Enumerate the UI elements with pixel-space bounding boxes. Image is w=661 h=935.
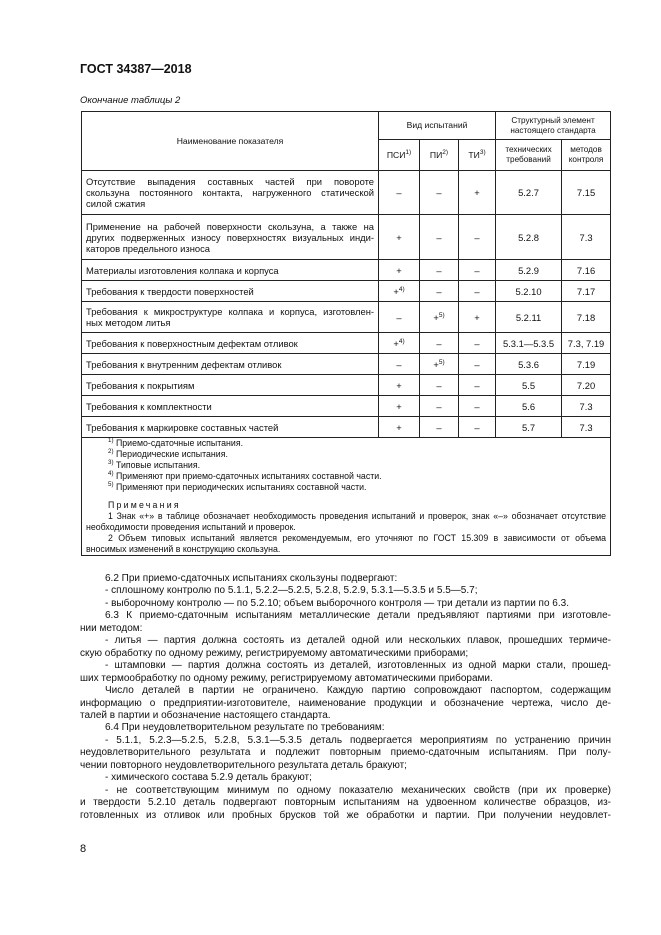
table-row bbox=[82, 417, 611, 438]
body-line: - сплошному контролю по 5.1.1, 5.2.2—5.2.5, 5.2.8, 5.2.9, 5.3.1—5.3.5 и 5.5—5.7; bbox=[105, 585, 478, 597]
header-structural-line2: настоящего стандарта bbox=[510, 125, 596, 135]
footnote: $^{5)}$ Применяют при периодических испытаниях составной части. bbox=[108, 481, 367, 492]
table-row bbox=[82, 396, 611, 417]
cell-methods: 7.3 bbox=[562, 417, 611, 438]
cell-tech: 5.2.9 bbox=[496, 260, 562, 281]
header-test-type: Вид испытаний bbox=[379, 112, 496, 140]
body-line: 6.2 При приемо-сдаточных испытаниях скользуны подвергают: bbox=[105, 573, 398, 584]
cell-methods: 7.15 bbox=[562, 171, 611, 215]
cell-ti: – bbox=[459, 396, 496, 417]
cell-psi: + bbox=[379, 375, 420, 396]
cell-psi: – bbox=[379, 354, 420, 375]
body-line: - химического состава 5.2.9 деталь бракуют; bbox=[105, 772, 312, 784]
body-line: 6.4 При неудовлетворительном результате по требованиям: bbox=[105, 722, 385, 734]
cell-tech: 5.2.8 bbox=[496, 215, 562, 260]
requirements-table bbox=[81, 111, 611, 556]
header-psi: ПСИ$^{1)}$ bbox=[379, 140, 420, 171]
table-row bbox=[82, 215, 611, 260]
header-pi: ПИ$^{2)}$ bbox=[420, 140, 459, 171]
header-structural-line1: Структурный элемент bbox=[511, 115, 595, 125]
indicator-name: Требования к микроструктуре колпака и корпуса, изготовлен- ных методом литья bbox=[82, 302, 379, 333]
indicator-name: Отсутствие выпадения составных частей при повороте скользуна постоянного контакта, нагруженного статической силой сжатия bbox=[82, 171, 379, 215]
header-indicator-name: Наименование показателя bbox=[82, 112, 379, 171]
cell-methods: 7.3 bbox=[562, 396, 611, 417]
cell-pi: – bbox=[420, 260, 459, 281]
cell-pi: – bbox=[420, 171, 459, 215]
cell-tech: 5.2.10 bbox=[496, 281, 562, 302]
cell-methods: 7.3, 7.19 bbox=[562, 333, 611, 354]
table-row bbox=[82, 333, 611, 354]
cell-tech: 5.5 bbox=[496, 375, 562, 396]
table-row bbox=[82, 260, 611, 281]
cell-ti: – bbox=[459, 417, 496, 438]
cell-pi: – bbox=[420, 215, 459, 260]
header-ti: ТИ$^{3)}$ bbox=[459, 140, 496, 171]
header-structural-element bbox=[496, 112, 611, 140]
cell-psi: +$^{4)}$ bbox=[379, 333, 420, 354]
cell-pi: +$^{5)}$ bbox=[420, 302, 459, 333]
cell-tech: 5.3.1—5.3.5 bbox=[496, 333, 562, 354]
cell-ti: – bbox=[459, 260, 496, 281]
cell-psi: + bbox=[379, 417, 420, 438]
cell-tech: 5.2.7 bbox=[496, 171, 562, 215]
notes-title: Примечания bbox=[108, 500, 181, 510]
table-row bbox=[82, 354, 611, 375]
cell-pi: +$^{5)}$ bbox=[420, 354, 459, 375]
indicator-name: Материалы изготовления колпака и корпуса bbox=[82, 260, 379, 281]
cell-pi: – bbox=[420, 375, 459, 396]
footnote: $^{1)}$ Приемо-сдаточные испытания. bbox=[108, 437, 244, 448]
body-line: неудовлетворительного результата и подлежит повторным приемо-сдаточным испытаниям. При полу- bbox=[80, 747, 611, 759]
cell-tech: 5.2.11 bbox=[496, 302, 562, 333]
body-line: - выборочному контролю — по 5.2.10; объем выборочного контроля — три детали из партии по 6.3. bbox=[105, 597, 569, 609]
indicator-name: Применение на рабочей поверхности скользуна, а также на других подверженных износу поверхностях визуальных инди- каторов предельного износа bbox=[82, 215, 379, 260]
footnote: $^{3)}$ Типовые испытания. bbox=[108, 459, 201, 470]
table-row bbox=[82, 171, 611, 215]
cell-ti: – bbox=[459, 354, 496, 375]
cell-ti: – bbox=[459, 375, 496, 396]
body-line: - не соответствующим минимум по одному показателю механических свойств (при их проверке) bbox=[105, 784, 611, 796]
cell-methods: 7.20 bbox=[562, 375, 611, 396]
body-line: талей в партии и обозначение настоящего стандарта. bbox=[80, 709, 331, 721]
cell-psi: + bbox=[379, 260, 420, 281]
cell-ti: + bbox=[459, 302, 496, 333]
body-line: и твердости 5.2.10 деталь подвергают повторным испытаниям на удвоенном количестве образцов, из- bbox=[80, 797, 611, 809]
table-row bbox=[82, 302, 611, 333]
page-number: 8 bbox=[80, 843, 87, 855]
cell-tech: 5.6 bbox=[496, 396, 562, 417]
body-line: нии методом: bbox=[80, 622, 143, 634]
indicator-name: Требования к твердости поверхностей bbox=[82, 281, 379, 302]
indicator-name: Требования к комплектности bbox=[82, 396, 379, 417]
body-line: - литья — партия должна состоять из деталей одной или нескольких плавок, прошедших термиче- bbox=[105, 635, 611, 647]
cell-psi: – bbox=[379, 171, 420, 215]
footnote: $^{2)}$ Периодические испытания. bbox=[108, 448, 228, 459]
cell-methods: 7.19 bbox=[562, 354, 611, 375]
table-row bbox=[82, 375, 611, 396]
document-header: ГОСТ 34387—2018 bbox=[80, 62, 192, 76]
body-text bbox=[80, 573, 611, 822]
body-line: информацию о предприятии-изготовителе, наименование продукции и обозначение чертежа, число де- bbox=[80, 697, 611, 709]
note-2: 2 Объем типовых испытаний является рекомендуемым, его уточняют по ГОСТ 15.309 в зависимости от объема вносимых изменений в конструкцию скользуна. bbox=[86, 533, 607, 554]
cell-tech: 5.7 bbox=[496, 417, 562, 438]
cell-methods: 7.17 bbox=[562, 281, 611, 302]
header-technical-requirements: технических требований bbox=[496, 140, 562, 171]
body-line: готовленных из отливок или пробных брусков той же обработки и партии. При получении неудовлет- bbox=[80, 809, 611, 821]
table-caption: Окончание таблицы 2 bbox=[80, 95, 181, 106]
note-1: 1 Знак «+» в таблице обозначает необходимость проведения испытаний и проверок, знак «–» обозначает отсутствие необходимости проведения испытаний и проверок. bbox=[86, 511, 607, 532]
cell-methods: 7.16 bbox=[562, 260, 611, 281]
indicator-name: Требования к внутренним дефектам отливок bbox=[82, 354, 379, 375]
cell-pi: – bbox=[420, 417, 459, 438]
cell-ti: – bbox=[459, 281, 496, 302]
cell-psi: + bbox=[379, 215, 420, 260]
cell-ti: – bbox=[459, 215, 496, 260]
table-notes bbox=[82, 438, 611, 556]
cell-pi: – bbox=[420, 333, 459, 354]
indicator-name: Требования к покрытиям bbox=[82, 375, 379, 396]
cell-pi: – bbox=[420, 396, 459, 417]
cell-methods: 7.18 bbox=[562, 302, 611, 333]
body-line: - 5.1.1, 5.2.3—5.2.5, 5.2.8, 5.3.1—5.3.5 деталь подвергается мероприятиям по устранению причин bbox=[105, 734, 611, 746]
body-line: скую обработку по одному режиму, регистрируемому автоматическими приборами; bbox=[80, 647, 469, 659]
cell-psi: +$^{4)}$ bbox=[379, 281, 420, 302]
indicator-name: Требования к поверхностным дефектам отливок bbox=[82, 333, 379, 354]
body-line: - штамповки — партия должна состоять из деталей, изготовленных из одной марки стали, прошед- bbox=[105, 660, 611, 672]
body-line: чении повторного неудовлетворительного результата деталь бракуют; bbox=[80, 759, 407, 771]
table-row bbox=[82, 281, 611, 302]
cell-ti: + bbox=[459, 171, 496, 215]
cell-psi: – bbox=[379, 302, 420, 333]
indicator-name: Требования к маркировке составных частей bbox=[82, 417, 379, 438]
cell-tech: 5.3.6 bbox=[496, 354, 562, 375]
cell-ti: – bbox=[459, 333, 496, 354]
body-line: ших термообработку по одному режиму, регистрируемому автоматическими приборами. bbox=[80, 672, 493, 684]
cell-psi: + bbox=[379, 396, 420, 417]
header-control-methods: методов контроля bbox=[562, 140, 611, 171]
footnote: $^{4)}$ Применяют при приемо-сдаточных испытаниях составной части. bbox=[108, 470, 382, 481]
body-line: Число деталей в партии не ограничено. Каждую партию сопровождают паспортом, содержащим bbox=[105, 685, 611, 697]
cell-pi: – bbox=[420, 281, 459, 302]
body-line: 6.3 К приемо-сдаточным испытаниям металлические детали предъявляют партиями при изготовле- bbox=[105, 610, 611, 622]
cell-methods: 7.3 bbox=[562, 215, 611, 260]
